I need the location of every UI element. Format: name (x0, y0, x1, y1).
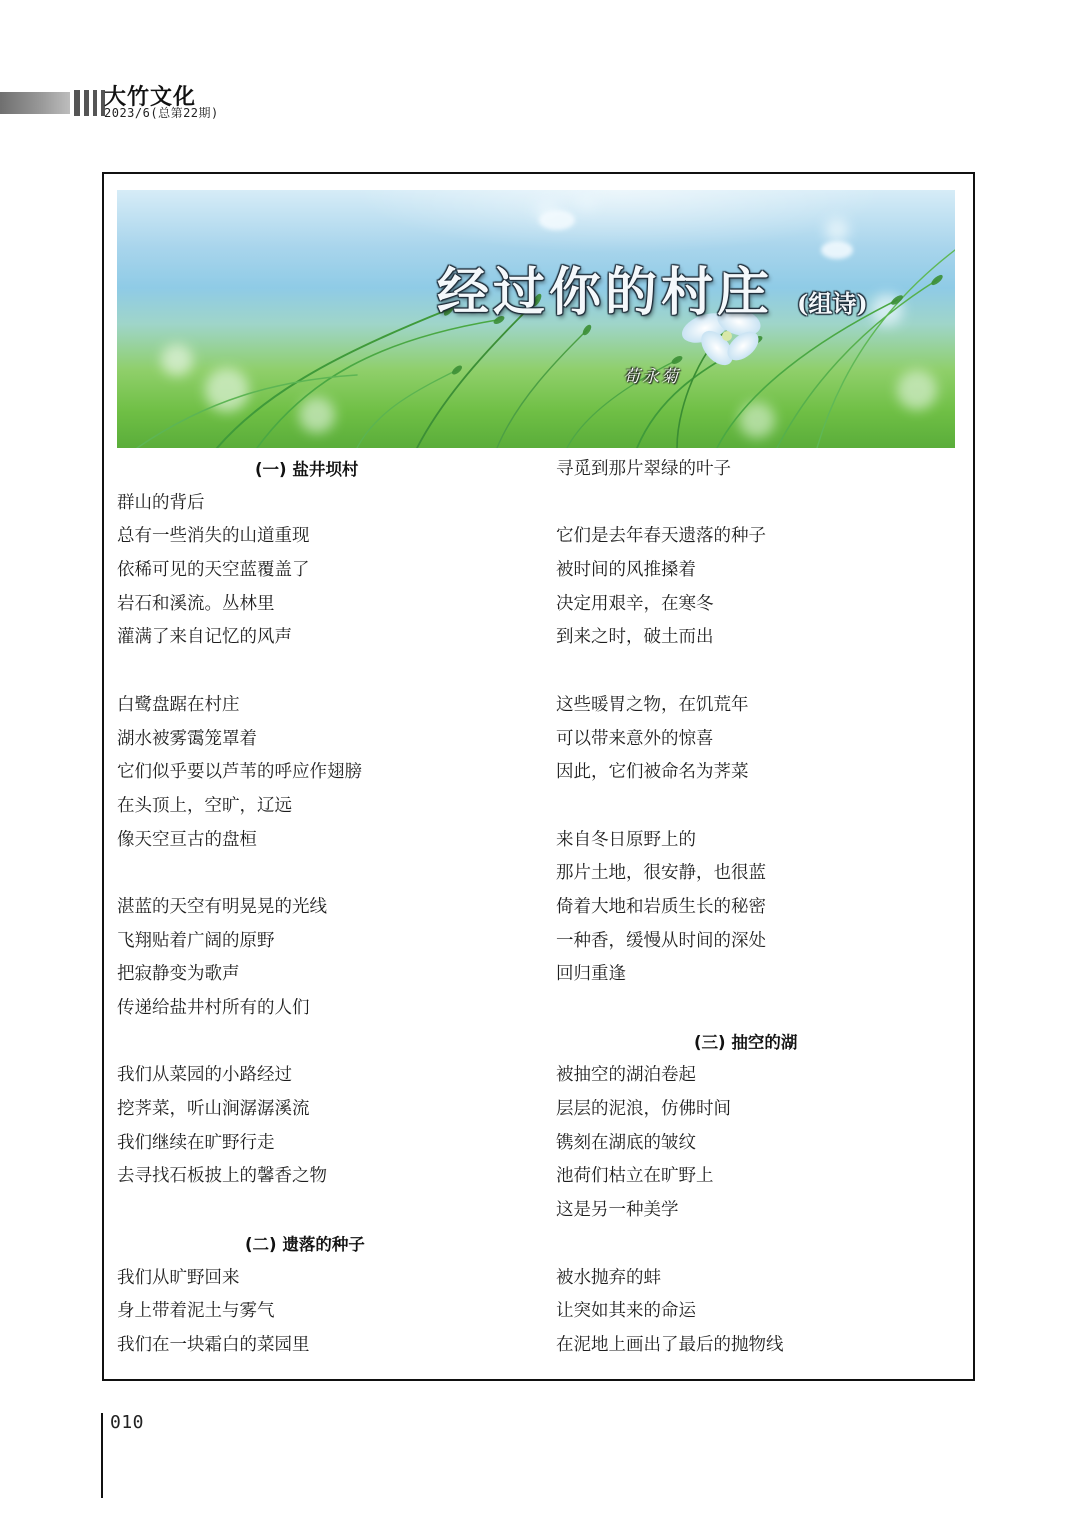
author-name: 荀永菊 (623, 367, 680, 387)
title-banner (117, 190, 955, 448)
poem-line: 像天空亘古的盘桓 (117, 829, 257, 850)
issue-label: 2023/6(总第22期) (104, 106, 219, 120)
poem-line: 依稀可见的天空蓝覆盖了 (117, 560, 310, 581)
poem-line: 这是另一种美学 (556, 1200, 679, 1221)
magazine-header (0, 78, 260, 128)
poem-line: 湛蓝的天空有明晃晃的光线 (117, 896, 327, 917)
poem-subtitle: (组诗) (797, 289, 868, 318)
poem-line: 因此，它们被命名为荠菜 (556, 762, 749, 783)
stanza-break (556, 1228, 956, 1262)
left-poem-column (117, 453, 517, 1363)
stanza-break (556, 790, 956, 824)
poem-line: 我们从菜园的小路经过 (117, 1065, 292, 1086)
poem-line: 岩石和溪流。丛林里 (117, 593, 275, 614)
poem-line: 它们是去年春天遗落的种子 (556, 526, 766, 547)
section-heading: (三) 抽空的湖 (694, 1032, 798, 1052)
poem-line: 被时间的风推搡着 (556, 560, 696, 581)
header-stripes (74, 90, 105, 116)
right-poem-column (556, 453, 956, 1363)
poem-line: 在头顶上，空旷，辽远 (117, 795, 292, 816)
poem-line: 让突如其来的命运 (556, 1301, 696, 1322)
stanza-break (556, 487, 956, 521)
poem-line: 可以带来意外的惊喜 (556, 728, 714, 749)
poem-line: 湖水被雾霭笼罩着 (117, 728, 257, 749)
poem-line: 挖荠菜，听山涧潺潺溪流 (117, 1099, 310, 1120)
poem-line: 白鹭盘踞在村庄 (117, 694, 240, 715)
poem-line: 我们从旷野回来 (117, 1267, 240, 1288)
poem-line: 那片土地，很安静，也很蓝 (556, 863, 766, 884)
stanza-break (117, 1026, 517, 1060)
page-number: 010 (110, 1412, 145, 1433)
poem-line: 镌刻在湖底的皱纹 (556, 1132, 696, 1153)
poem-line: 去寻找石板披上的馨香之物 (117, 1166, 327, 1187)
poem-line: 来自冬日原野上的 (556, 829, 696, 850)
poem-line: 被水抛弃的蚌 (556, 1267, 661, 1288)
poem-line: 在泥地上画出了最后的抛物线 (556, 1334, 784, 1355)
poem-line: 把寂静变为歌声 (117, 964, 240, 985)
stanza-break (117, 857, 517, 891)
poem-line: 飞翔贴着广阔的原野 (117, 930, 275, 951)
poem-line: 传递给盐井村所有的人们 (117, 998, 310, 1018)
poem-line: 寻觅到那片翠绿的叶子 (556, 459, 731, 479)
poem-line: 层层的泥浪，仿佛时间 (556, 1099, 731, 1120)
poem-line: 一种香，缓慢从时间的深处 (556, 930, 766, 951)
poem-line: 池荷们枯立在旷野上 (556, 1166, 714, 1187)
header-gray-bar (0, 92, 70, 114)
poem-line: 灌满了来自记忆的风声 (117, 627, 292, 648)
poem-title: 经过你的村庄 (437, 262, 774, 323)
poem-line: 我们在一块霜白的菜园里 (117, 1334, 310, 1355)
poem-line: 决定用艰辛，在寒冬 (556, 593, 714, 614)
poem-line: 群山的背后 (117, 492, 205, 513)
section-heading: (二) 遗落的种子 (245, 1234, 365, 1254)
stanza-break (117, 1194, 517, 1228)
poem-line: 这些暖胃之物，在饥荒年 (556, 694, 749, 715)
stanza-break (556, 992, 956, 1026)
poem-line: 回归重逢 (556, 964, 626, 985)
stanza-break (556, 655, 956, 689)
poem-line: 倚着大地和岩质生长的秘密 (556, 896, 766, 917)
section-heading: (一) 盐井坝村 (255, 460, 359, 479)
stanza-break (117, 655, 517, 689)
page-number-rule (101, 1413, 103, 1498)
poem-line: 它们似乎要以芦苇的呼应作翅膀 (117, 762, 362, 783)
poem-line: 身上带着泥土与雾气 (117, 1301, 275, 1322)
poem-line: 我们继续在旷野行走 (117, 1132, 275, 1153)
magazine-title: 大竹文化 (104, 84, 197, 110)
poem-line: 总有一些消失的山道重现 (117, 526, 310, 547)
poem-line: 到来之时，破土而出 (556, 627, 714, 648)
poem-line: 被抽空的湖泊卷起 (556, 1065, 696, 1086)
